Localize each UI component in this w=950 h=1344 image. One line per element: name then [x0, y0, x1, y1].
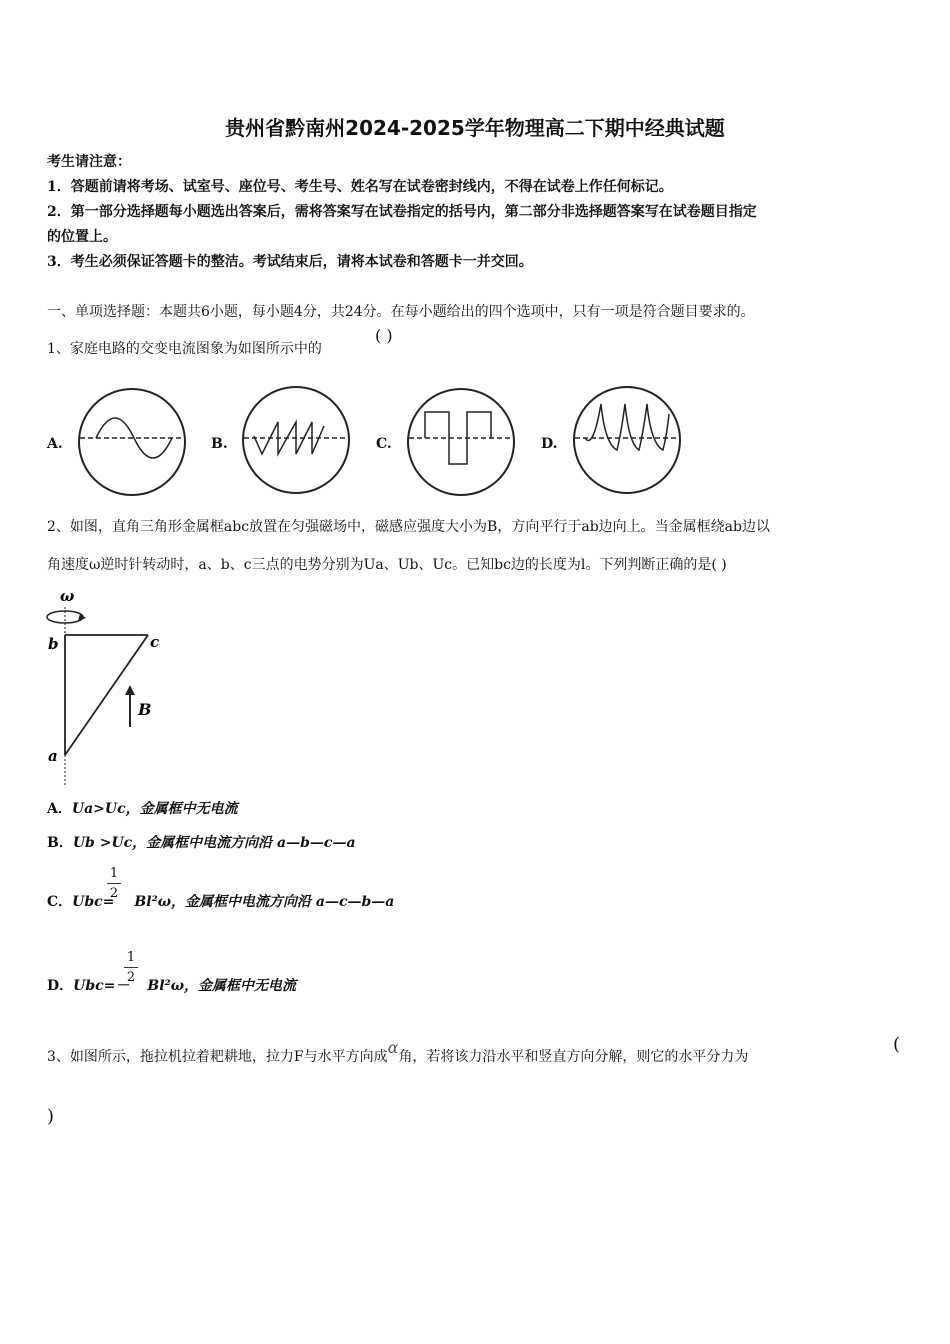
- q3-close-paren: ): [47, 1106, 55, 1127]
- figure-label-c: c: [150, 633, 160, 651]
- q1-option-c-label: C.: [376, 436, 392, 452]
- figure-label-B: B: [138, 700, 152, 719]
- notice-item-3: 3．考生必须保证答题卡的整洁。考试结束后，请将本试卷和答题卡一并交回。: [47, 254, 533, 270]
- q1-stem: 1、家庭电路的交变电流图象为如图所示中的: [47, 341, 322, 357]
- notice-heading: 考生请注意：: [47, 154, 131, 170]
- q2-option-c-fraction: [107, 866, 121, 901]
- frac-den: 2: [126, 970, 136, 985]
- q2-option-d-prefix: Ubc=－: [73, 978, 130, 994]
- figure-label-b: b: [48, 635, 59, 653]
- q1-option-c-graph: [405, 386, 517, 498]
- figure-label-a: a: [48, 747, 58, 765]
- frac-num: 1: [109, 866, 119, 881]
- q2-option-c-label: C．: [47, 894, 73, 910]
- q2-option-b-text: Ub >Uc，金属框中电流方向沿 a—b—c—a: [72, 835, 356, 851]
- frac-num: 1: [126, 950, 136, 965]
- q2-triangle-figure: [40, 585, 170, 790]
- notice-item-1: 1．答题前请将考场、试室号、座位号、考生号、姓名写在试卷密封线内，不得在试卷上作任何标记。: [47, 179, 673, 195]
- q2-option-d-label: D．: [47, 978, 74, 994]
- q2-stem-line2: 角速度ω逆时针转动时，a、b、c三点的电势分别为Ua、Ub、Uc。已知bc边的长度为l。下列判断正确的是( ): [47, 557, 727, 573]
- q3-stem: [47, 1038, 749, 1066]
- section-heading: 一、单项选择题：本题共6小题，每小题4分，共24分。在每小题给出的四个选项中，只有一项是符合题目要求的。: [47, 304, 755, 320]
- q1-option-d-label: D.: [541, 436, 558, 452]
- q2-option-a-text: Ua>Uc，金属框中无电流: [71, 801, 238, 817]
- q2-option-c: [47, 893, 394, 911]
- q1-option-a-graph: [76, 386, 188, 498]
- q2-option-d: [47, 977, 296, 995]
- q2-option-d-fraction: [124, 950, 138, 985]
- q1-option-b-label: B.: [211, 436, 228, 452]
- notice-item-2-cont: 的位置上。: [47, 229, 117, 245]
- q1-option-b-graph: [240, 384, 352, 496]
- q1-bracket: ( ): [375, 326, 393, 345]
- q3-stem-a: 3、如图所示，拖拉机拉着耙耕地，拉力F与水平方向成: [47, 1049, 388, 1065]
- q2-option-a-label: A．: [47, 801, 72, 817]
- q2-option-c-text: Bl²ω，金属框中电流方向沿 a—c—b—a: [134, 894, 395, 910]
- q1-option-a-label: A.: [47, 436, 63, 452]
- figure-label-omega: ω: [60, 587, 75, 605]
- q3-stem-b: 角，若将该力沿水平和竖直方向分解，则它的水平分力为: [398, 1049, 749, 1065]
- q2-option-c-prefix: Ubc=: [72, 894, 115, 910]
- q3-open-paren: (: [893, 1034, 901, 1055]
- q1-option-d-graph: [571, 384, 683, 496]
- q2-option-d-text: Bl²ω，金属框中无电流: [147, 978, 297, 994]
- q2-option-b-label: B．: [47, 835, 73, 851]
- frac-den: 2: [109, 886, 119, 901]
- q2-option-b: [47, 834, 356, 852]
- notice-item-2: 2．第一部分选择题每小题选出答案后，需将答案写在试卷指定的括号内，第二部分非选择题答案写在试卷题目指定: [47, 204, 757, 220]
- q2-stem-line1: 2、如图，直角三角形金属框abc放置在匀强磁场中，磁感应强度大小为B，方向平行于ab边向上。当金属框绕ab边以: [47, 519, 770, 535]
- page-title: 贵州省黔南州2024-2025学年物理高二下期中经典试题: [225, 116, 725, 140]
- q3-alpha: α: [387, 1038, 399, 1057]
- q2-option-a: [47, 800, 238, 818]
